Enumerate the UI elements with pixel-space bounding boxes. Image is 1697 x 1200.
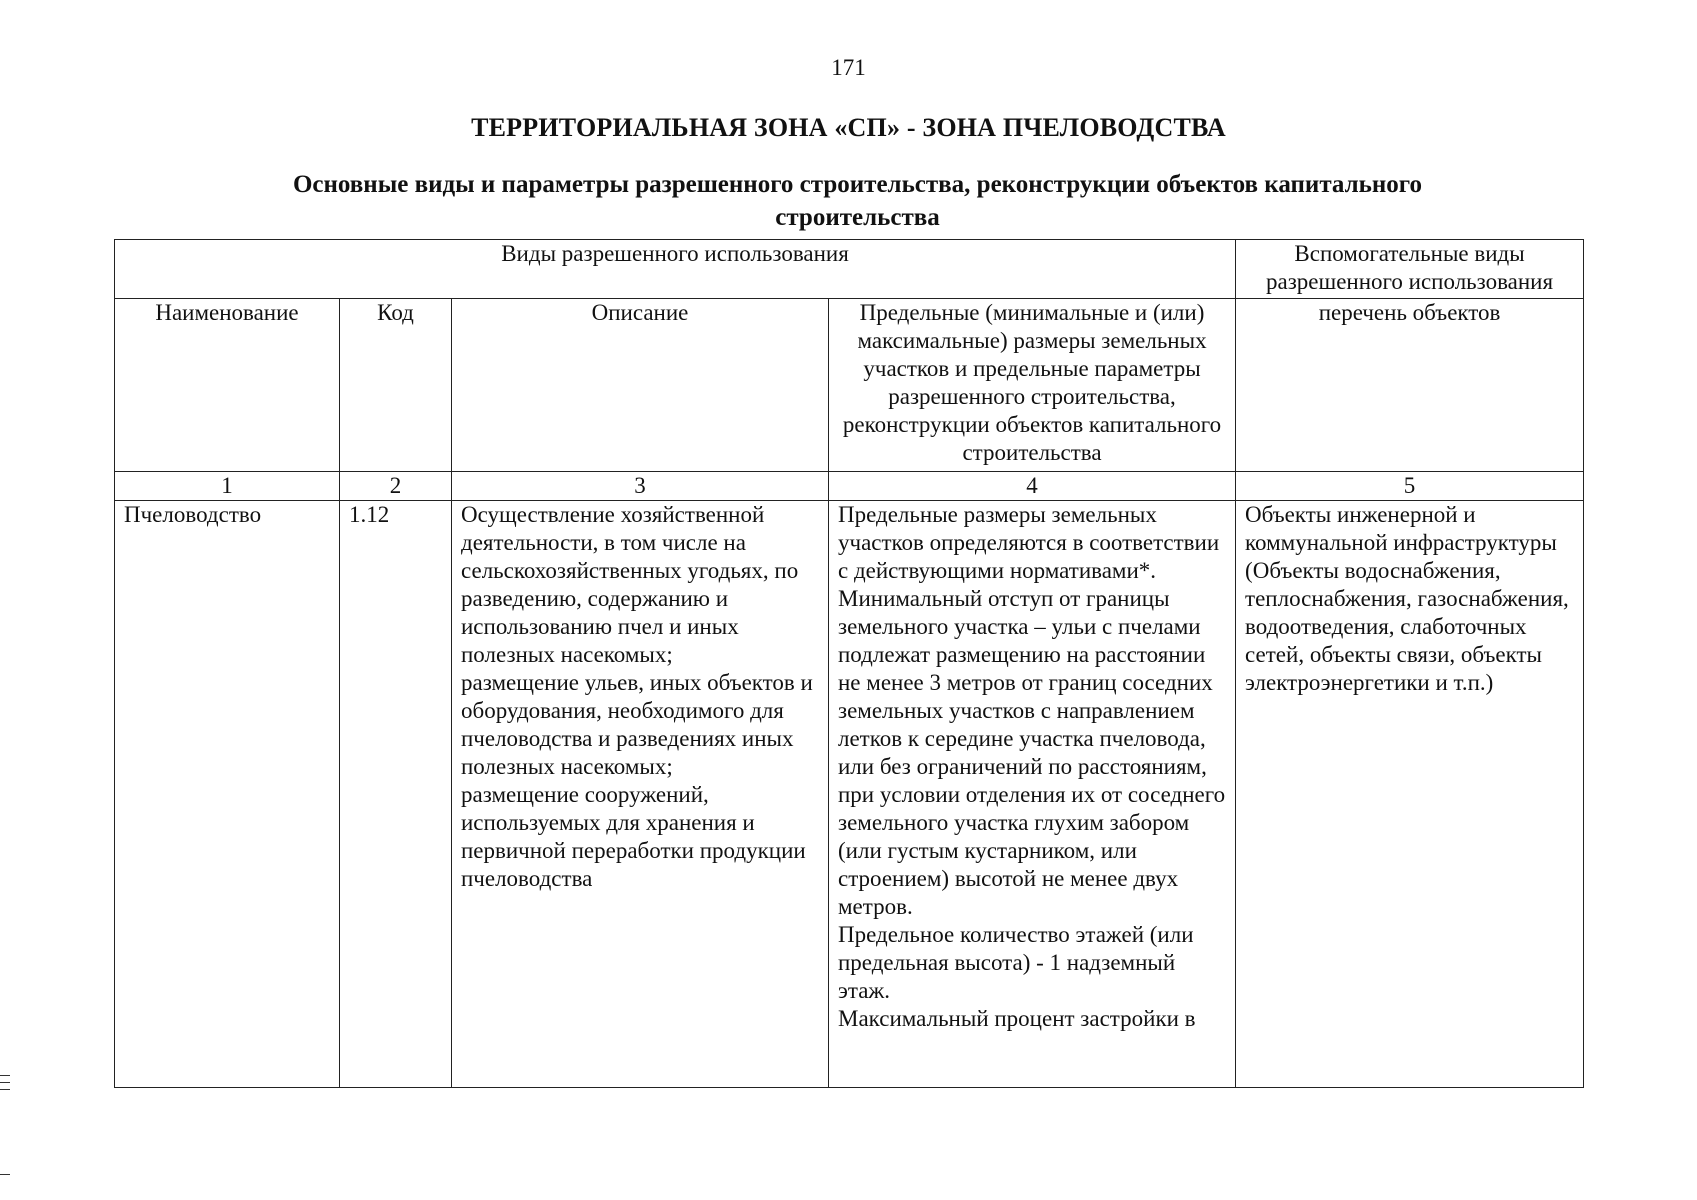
cell-name: Пчеловодство	[115, 501, 340, 1088]
binding-mark	[0, 1174, 10, 1175]
land-use-table	[114, 239, 1584, 1088]
column-number: 1	[115, 472, 340, 501]
zone-title: ТЕРРИТОРИАЛЬНАЯ ЗОНА «СП» - ЗОНА ПЧЕЛОВОДСТВА	[471, 113, 1226, 142]
column-number: 2	[340, 472, 452, 501]
column-number: 5	[1236, 472, 1584, 501]
column-header-code: Код	[340, 299, 452, 472]
column-header-name: Наименование	[115, 299, 340, 472]
column-header-parameters: Предельные (минимальные и (или) максимальные) размеры земельных участков и предельные параметры разрешенного строительства, реконструкции объектов капитального строительства	[829, 299, 1236, 472]
table-group-header-row	[115, 240, 1584, 299]
binding-mark	[0, 1089, 10, 1090]
column-header-object-list: перечень объектов	[1236, 299, 1584, 472]
group-header-main: Виды разрешенного использования	[115, 240, 1236, 299]
cell-code: 1.12	[340, 501, 452, 1088]
page-number: 171	[831, 55, 866, 80]
table-heading: Основные виды и параметры разрешенного строительства, реконструкции объектов капитального строительства	[292, 171, 1423, 231]
cell-auxiliary-objects: Объекты инженерной и коммунальной инфраструктуры (Объекты водоснабжения, теплоснабжения, газоснабжения, водоотведения, слаботочных сетей, объекты связи, объекты электроэнергетики и т.п.)	[1236, 501, 1584, 1088]
table-column-number-row	[115, 472, 1584, 501]
binding-mark	[0, 1082, 10, 1083]
binding-mark	[0, 1075, 10, 1076]
group-header-auxiliary: Вспомогательные виды разрешенного использования	[1236, 240, 1584, 299]
cell-parameters: Предельные размеры земельных участков определяются в соответствии с действующими нормативами*. Минимальный отступ от границы земельного участка – ульи с пчелами подлежат размещению на расстоянии не менее 3 метров от границ соседних земельных участков с направлением летков к середине участка пчеловода, или без ограничений по расстояниям, при условии отделения их от соседнего земельного участка глухим забором (или густым кустарником, или строением) высотой не менее двух метров. Предельное количество этажей (или предельная высота) - 1 надземный этаж. Максимальный процент застройки в	[829, 501, 1236, 1088]
table-row	[115, 501, 1584, 1088]
cell-description: Осуществление хозяйственной деятельности, в том числе на сельскохозяйственных угодьях, по разведению, содержанию и использованию пчел и иных полезных насекомых; размещение ульев, иных объектов и оборудования, необходимого для пчеловодства и разведениях иных полезных насекомых; размещение сооружений, используемых для хранения и первичной переработки продукции пчеловодства	[452, 501, 829, 1088]
column-number: 3	[452, 472, 829, 501]
column-number: 4	[829, 472, 1236, 501]
table-column-header-row	[115, 299, 1584, 472]
column-header-description: Описание	[452, 299, 829, 472]
